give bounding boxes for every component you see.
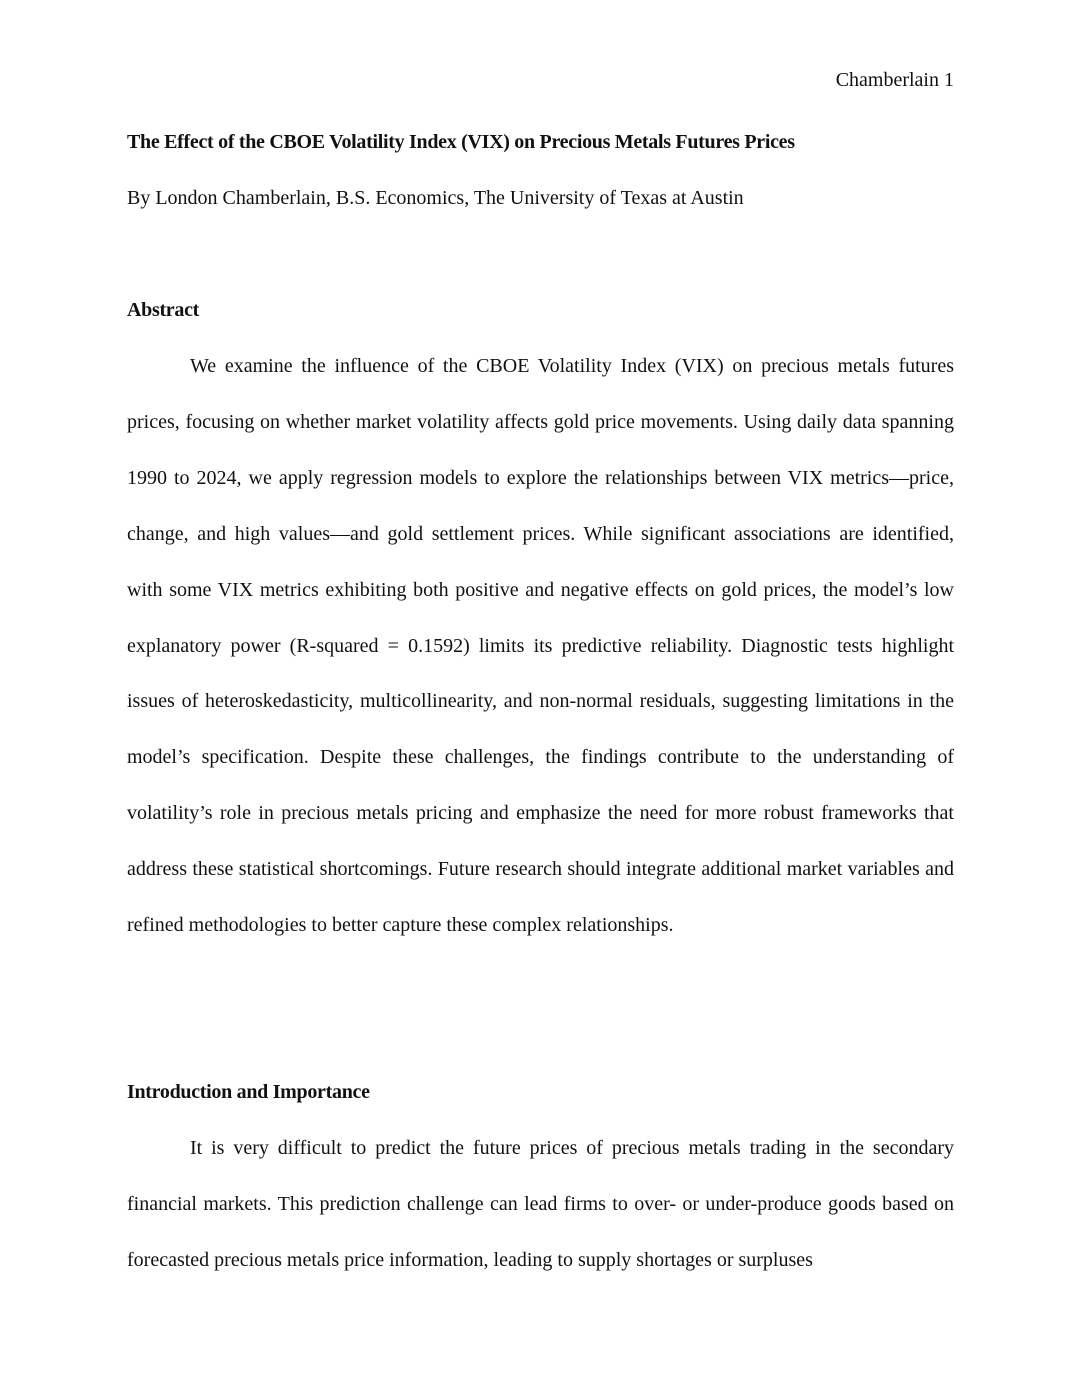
introduction-paragraph: It is very difficult to predict the future prices of precious metals trading in the secondary financial markets. This prediction challenge can lead firms to over- or under-produce goods based on forecasted precious metals price information, leading to supply shortages or surpluses [127,1137,954,1271]
running-head: Chamberlain 1 [835,69,954,91]
author-byline: By London Chamberlain, B.S. Economics, The University of Texas at Austin [127,187,744,209]
abstract-heading: Abstract [127,299,200,321]
abstract-paragraph: We examine the influence of the CBOE Volatility Index (VIX) on precious metals futures prices, focusing on whether market volatility affects gold price movements. Using daily data spanning 1990 to 2024, we apply regression models to explore the relationships between VIX metrics—price, change, and high values—and gold settlement prices. While significant associations are identified, with some VIX metrics exhibiting both positive and negative effects on gold prices, the model’s low explanatory power (R-squared = 0.1592) limits its predictive reliability. Diagnostic tests highlight issues of heteroskedasticity, multicollinearity, and non-normal residuals, suggesting limitations in the model’s specification. Despite these challenges, the findings contribute to the understanding of volatility’s role in precious metals pricing and emphasize the need for more robust frameworks that address these statistical shortcomings. Future research should integrate additional market variables and refined methodologies to better capture these complex relationships. [127,355,954,937]
paper-title: The Effect of the CBOE Volatility Index (VIX) on Precious Metals Futures Prices [127,131,795,153]
introduction-heading: Introduction and Importance [127,1081,370,1103]
